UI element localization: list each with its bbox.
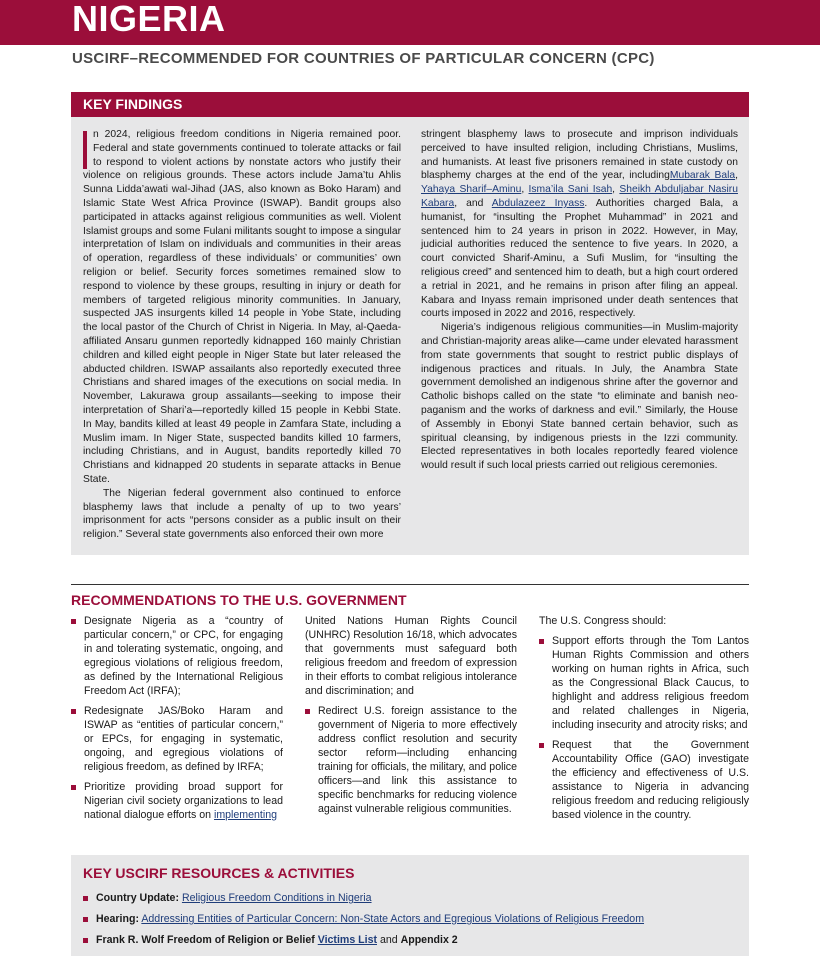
- key-findings-paragraph-3: Nigeria’s indigenous religious communities—in Muslim-majority and Christian-majority areas alike—came under elevated harassment from state governments that sought to restrict public displays of indigenous practices and rituals. In July, the Anambra State government demolished an indigenous shrine after the governor and Catholic bishops called on the state “to eliminate and banish neo-paganism and the works of darkness and evil.” Similarly, the House of Assembly in Ebonyi State banned certain behavior, such as spiritual cleansing, by indigenous priests in the Izzi community. Elected representatives in both locales reportedly feared violence would result if such local priests carried out religious ceremonies.: [421, 322, 738, 472]
- recommendations-heading: RECOMMENDATIONS TO THE U.S. GOVERNMENT: [71, 592, 407, 608]
- recommendation-item: Designate Nigeria as a “country of particular concern,” or CPC, for engaging in and tolerating systematic, ongoing, and egregious violations of religious freedom, as defined by the International Religious Freedom Act (IRFA);: [71, 614, 283, 698]
- recommendations-column-3: [539, 614, 749, 828]
- page-title: NIGERIA: [72, 0, 226, 39]
- key-findings-column-right: [421, 128, 738, 473]
- recommendations-column-1: [71, 614, 283, 828]
- hearing-link[interactable]: Addressing Entities of Particular Concern: Non-State Actors and Egregious Violations of Religious Freedom: [141, 913, 645, 925]
- prisoner-link-kabara[interactable]: Sheikh Abduljabar Nasiru Kabara: [421, 184, 738, 209]
- recommendation-continuation: United Nations Human Rights Council (UNHRC) Resolution 16/18, which advocates that governments must safeguard both religious freedom and freedom of expression in their efforts to combat religious intolerance and discrimination; and: [305, 615, 517, 697]
- key-findings-box: [71, 92, 749, 555]
- congress-intro: The U.S. Congress should:: [539, 615, 667, 627]
- recommendation-item: Redesignate JAS/Boko Haram and ISWAP as “entities of particular concern,” or EPCs, for engaging in systematic, ongoing, and egregious violations of religious freedom, as defined by IRFA;: [71, 704, 283, 774]
- recommendation-item: Redirect U.S. foreign assistance to the government of Nigeria to more effectively address conflict resolution and security sector reform—including enhancing training for officials, the military, and police officers—and link this assistance to specific benchmarks for reducing violence against vulnerable religious communities.: [305, 704, 517, 816]
- recommendations-column-2: [305, 614, 517, 822]
- prisoner-link-bala[interactable]: Mubarak Bala: [669, 170, 736, 182]
- resources-heading: KEY USCIRF RESOURCES & ACTIVITIES: [83, 865, 355, 881]
- key-findings-column-left: [83, 128, 401, 542]
- resource-item: Country Update: Religious Freedom Conditions in Nigeria: [83, 891, 644, 905]
- prisoner-link-sharif-aminu[interactable]: Yahaya Sharif–Aminu: [421, 184, 522, 196]
- unhrc-resolution-link[interactable]: implementing: [213, 809, 277, 821]
- recommendation-item: Prioritize providing broad support for Nigerian civil society organizations to lead national dialogue efforts on implementing: [71, 780, 283, 822]
- prisoner-link-inyass[interactable]: Abdulazeez Inyass: [491, 197, 585, 209]
- key-findings-paragraph-2: stringent blasphemy laws to prosecute and imprison individuals perceived to have insulted religion, including Christians, Muslims, and humanists. At least five prisoners remained in state custody on blasphemy charges at the end of the year, includingMubarak Bala, Yahaya Sharif–Aminu, Isma’ila Sani Isah, Sheikh Abduljabar Nasiru Kabara, and Abdulazeez Inyass. Authorities charged Bala, a humanist, for “insulting the Prophet Muhammad” in 2021 and sentenced him to 24 years in prison in 2022. However, in May, judicial authorities reduced the sentence to five years. In 2020, a court convicted Sharif-Aminu, a Sufi Muslim, for “insulting the religious creed” and sentenced him to death, but a high court ordered a retrial in 2021, and he remains in prison after filing an appeal. Kabara and Inyass remain imprisoned under death sentences that courts imposed in 2022 and 2016, respectively.: [421, 129, 738, 320]
- drop-cap-bar: [83, 131, 87, 169]
- resources-box: [71, 855, 749, 956]
- section-divider: [71, 584, 749, 585]
- victims-list-link[interactable]: Victims List: [317, 934, 377, 946]
- key-findings-heading: KEY FINDINGS: [83, 96, 183, 112]
- key-findings-header: [71, 92, 749, 117]
- resource-item: Frank R. Wolf Freedom of Religion or Belief Victims List and Appendix 2: [83, 933, 644, 947]
- country-update-link[interactable]: Religious Freedom Conditions in Nigeria: [181, 892, 372, 904]
- resource-item: Hearing: Addressing Entities of Particular Concern: Non-State Actors and Egregious Violations of Religious Freedom: [83, 912, 644, 926]
- prisoner-link-isah[interactable]: Isma’ila Sani Isah: [528, 184, 613, 196]
- recommendation-item: Support efforts through the Tom Lantos Human Rights Commission and others working on human rights in Africa, such as the Congressional Black Caucus, to highlight and address religious freedom and related challenges in Nigeria, including insecurity and atrocity risks; and: [539, 634, 749, 732]
- key-findings-paragraph-2: The Nigerian federal government also continued to enforce blasphemy laws that include a penalty of up to two years’ imprisonment for acts “persons consider as a public insult on their religion.” Several state governments also enforced their own more: [83, 487, 401, 541]
- page-subtitle: USCIRF–RECOMMENDED FOR COUNTRIES OF PARTICULAR CONCERN (CPC): [72, 50, 655, 67]
- title-banner: [0, 0, 820, 45]
- key-findings-paragraph-1: n 2024, religious freedom conditions in Nigeria remained poor. Federal and state governments continued to tolerate attacks or fail to respond to violent actions by nonstate actors who justify their violence on religious grounds. These actors include Jama’tu Ahlis Sunna Lidda’awati wal-Jihad (JAS, also known as Boko Haram) and Islamic State West Africa Province (ISWAP). Bandit groups also participated in attacks against religious communities as well. Violent Islamist groups and some Fulani militants sought to impose a singular interpretation of Islam on individuals and communities in their areas of operation, regardless of these individuals’ or communities’ own religion or belief. Security forces sometimes remained slow to respond to violence by these groups, resulting in injury or death for members of targeted religious minority communities. In January, suspected JAS insurgents killed 14 people in Yobe State, including the local pastor of the Church of Christ in Nigeria. In May, al-Qaeda-affiliated Ansaru gunmen reportedly kidnapped 160 mainly Christian children and killed eight people in Niger State but later released the abducted children. ISWAP assailants also reportedly executed three Christians and shared images of the executions on social media. In November, Lakurawa group assailants—seeking to impose their interpretation of Shari’a—reportedly killed 15 people in Kebbi State. In May, bandits killed at least 49 people in Zamfara State, including a Muslim imam. In Niger State, suspected bandits killed 10 farmers, including Christians, and in August, bandits reportedly killed 70 Christians and kidnapped 20 students in separate attacks in Benue State.: [83, 129, 401, 485]
- recommendation-item: Request that the Government Accountability Office (GAO) investigate the efficiency and effectiveness of U.S. assistance to Nigeria in advancing religious freedom and reducing religiously based violence in the country.: [539, 738, 749, 822]
